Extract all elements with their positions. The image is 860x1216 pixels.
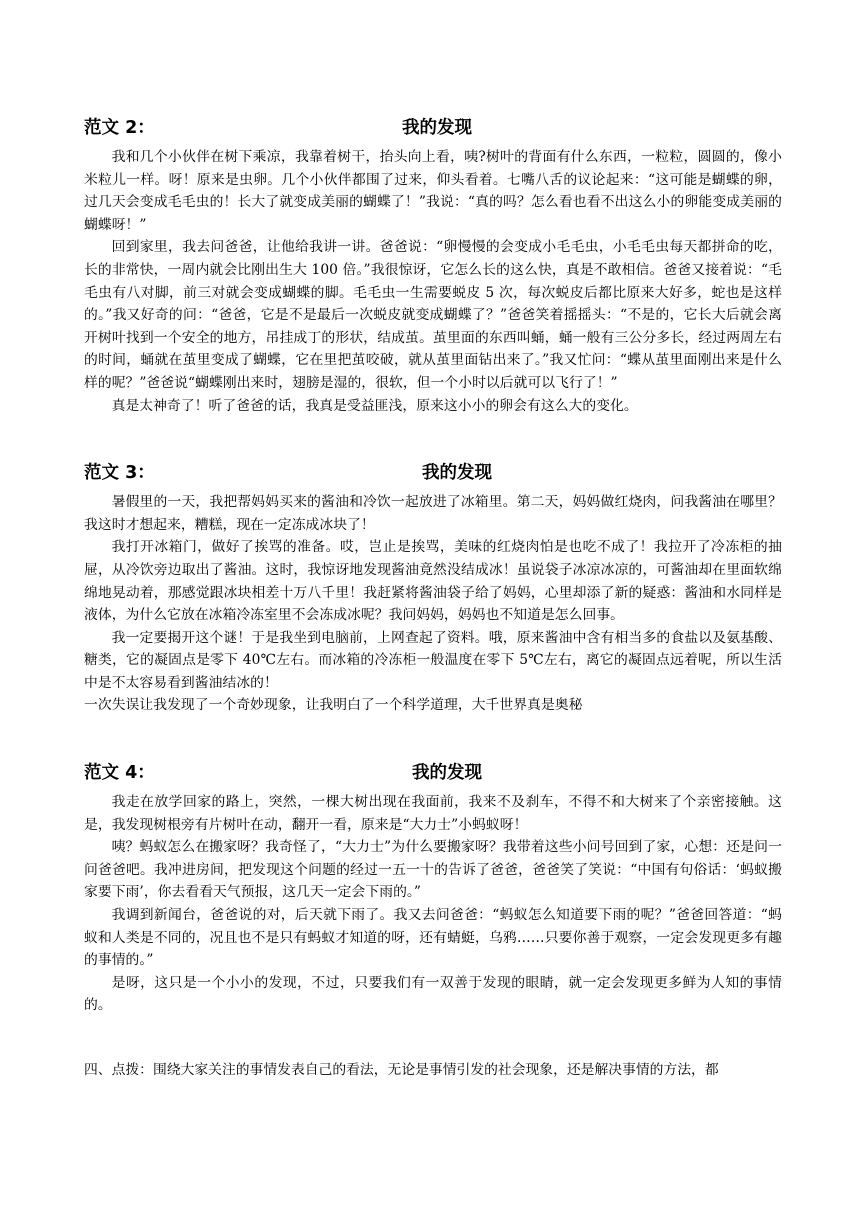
essay-section-4 [84,759,782,1017]
essay-paragraph: 我调到新闻台，爸爸说的对，后天就下雨了。我又去问爸爸：“蚂蚁怎么知道要下雨的呢？”爸爸回答道：“蚂蚁和人类是不同的，况且也不是只有蚂蚁才知道的呀，还有蜻蜓，乌鸦……只要你善于观察，一定会发现更多有趣的事情的。” [84,907,782,969]
essay-heading [84,759,782,787]
essay-paragraph: 咦？蚂蚁怎么在搬家呀？我奇怪了，“大力士”为什么要搬家呀？我带着这些小问号回到了家，心想：还是问一问爸爸吧。我冲进房间，把发现这个问题的经过一五一十的告诉了爸爸，爸爸笑了笑说：“中国有句俗话：‘蚂蚁搬家要下雨’，你去看看天气预报，这几天一定会下雨的。” [84,839,782,901]
essay-paragraph: 真是太神奇了！听了爸爸的话，我真是受益匪浅，原来这小小的卵会有这么大的变化。 [111,397,638,414]
essay-label: 范文 2： [84,118,155,138]
essay-section-2 [84,114,782,417]
essay-paragraph: 是呀，这只是一个小小的发现，不过，只要我们有一双善于发现的眼睛，就一定会发现更多鲜为人知的事情的。 [84,974,782,1014]
essay-paragraph: 暑假里的一天，我把帮妈妈买来的酱油和冷饮一起放进了冰箱里。第二天，妈妈做红烧肉，问我酱油在哪里？我这时才想起来，糟糕，现在一定冻成冰块了！ [84,494,782,533]
essay-label: 范文 4： [84,763,155,784]
essay-paragraph: 我走在放学回家的路上，突然，一棵大树出现在我面前，我来不及刹车，不得不和大树来了个亲密接触。这是，我发现树根旁有片树叶在动，翻开一看，原来是“大力士”小蚂蚁呀！ [84,794,782,833]
guidance-paragraph: 四、点拨：围绕大家关注的事情发表自己的看法，无论是事情引发的社会现象，还是解决事情的方法，都 [84,1062,719,1078]
essay-paragraph: 我一定要揭开这个谜！于是我坐到电脑前，上网查起了资料。哦，原来酱油中含有相当多的食盐以及氨基酸、糖类，它的凝固点是零下 40℃左右。而冰箱的冷冻柜一般温度在零下 5℃左右，离它的凝固点远着呢，所以生活中是不太容易看到酱油结冰的！ [84,629,782,691]
essay-label: 范文 3： [84,463,155,484]
essay-section-3 [84,459,782,717]
essay-paragraph: 回到家里，我去问爸爸，让他给我讲一讲。爸爸说：“卵慢慢的会变成小毛毛虫，小毛毛虫每天都拼命的吃，长的非常快，一周内就会比刚出生大 100 倍。”我很惊讶，它怎么长的这么快，真是不敢相信。爸爸又接着说：“毛毛虫有八对脚，前三对就会变成蝴蝶的脚。毛毛虫一生需要蜕皮 5 次，每次蜕皮后都比原来大好多，蛇也是这样的。”我又好奇的问：“爸爸，它是不是最后一次蜕皮就变成蝴蝶了？”爸爸笑着摇摇头：“不是的，它长大后就会离开树叶找到一个安全的地方，吊挂成丁的形状，结成茧。茧里面的东西叫蛹，蛹一般有三公分多长，经过两周左右的时间，蛹就在茧里变成了蝴蝶，它在里把茧咬破，就从茧里面钻出来了。”我又忙问：“蝶从茧里面刚出来是什么样的呢？”爸爸说“蝴蝶刚出来时，翅膀是湿的，很软，但一个小时以后就可以飞行了！” [84,239,782,391]
essay-paragraph: 我打开冰箱门，做好了挨骂的准备。哎，岂止是挨骂，美味的红烧肉怕是也吃不成了！我拉开了冷冻柜的抽屉，从冷饮旁边取出了酱油。这时，我惊讶地发现酱油竟然没结成冰！虽说袋子冰凉冰凉的，可酱油却在里面软绵绵地晃动着，那感觉跟冰块相差十万八千里！我赶紧将酱油袋子给了妈妈，心里却添了新的疑惑：酱油和水同样是液体，为什么它放在冰箱冷冻室里不会冻成冰呢？我问妈妈，妈妈也不知道是怎么回事。 [84,539,782,624]
essay-paragraph: 一次失误让我发现了一个奇妙现象，让我明白了一个科学道理，大千世界真是奥秘 [84,697,583,714]
document-page [84,114,782,1082]
essay-paragraph: 我和几个小伙伴在树下乘凉，我靠着树干，抬头向上看，咦?树叶的背面有什么东西，一粒粒，圆圆的，像小米粒儿一样。呀！原来是虫卵。几个小伙伴都围了过来，仰头看着。七嘴八舌的议论起来：“这可能是蝴蝶的卵，过几天会变成毛毛虫的！长大了就变成美丽的蝴蝶了！”我说：“真的吗？怎么看也看不出这么小的卵能变成美丽的蝴蝶呀！” [84,149,782,233]
essay-title: 我的发现 [402,118,472,138]
essay-title: 我的发现 [422,463,492,484]
essay-heading [84,459,782,487]
essay-heading [84,114,782,142]
essay-title: 我的发现 [412,763,482,784]
